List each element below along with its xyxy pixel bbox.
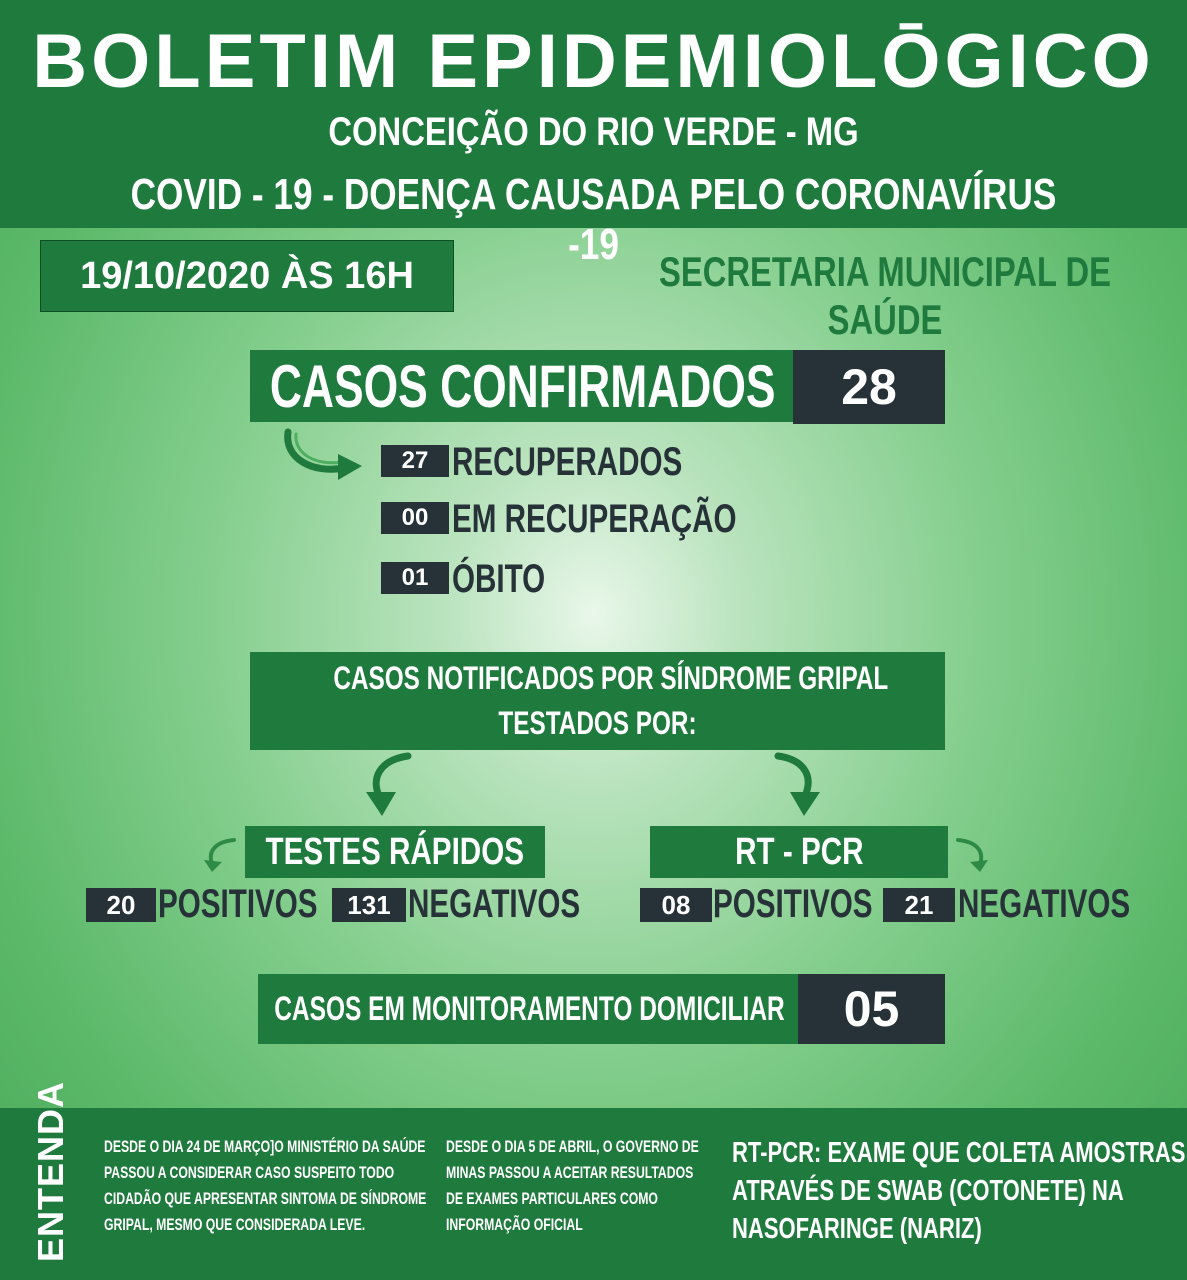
rapid-negative-value: 131 [332,888,406,922]
city-subtitle: CONCEIÇÃO DO RIO VERDE - MG [328,110,859,154]
confirmed-cases-value: 28 [793,350,945,424]
note-ministry-line: DESDE O DIA 24 DE MARÇO]O MINISTÉRIO DA SAÚDE [104,1137,426,1156]
pcr-negative-value: 21 [883,888,955,922]
rapid-positive-value: 20 [86,888,156,922]
note-rt-pcr [732,1134,1185,1248]
recovered-label: RECUPERADOS [452,440,683,484]
home-monitoring-label [258,974,801,1044]
notified-cases-box [250,652,945,750]
confirmed-cases-label-text: CASOS CONFIRMADOS [269,352,776,420]
small-arrow-left-icon [200,836,240,876]
note-minas-government [446,1134,699,1238]
recovering-value: 00 [381,502,449,534]
entenda-label: ENTENDA [30,1080,71,1262]
date-badge: 19/10/2020 ÀS 16H [40,240,454,312]
recovered-value: 27 [381,445,449,477]
rapid-tests-label [245,826,545,878]
note-rt-pcr-line: RT-PCR: EXAME QUE COLETA AMOSTRAS [732,1137,1186,1169]
note-minas-line: DE EXAMES PARTICULARES COMO [446,1189,658,1208]
pcr-positive-value: 08 [640,888,712,922]
deaths-value: 01 [381,562,449,594]
header-banner [0,0,1187,269]
curved-arrow-down-left-icon [356,752,416,822]
bulletin-title: BOLETIM EPIDEMIOLŌGICO [32,19,1155,104]
note-minas-line: DESDE O DIA 5 DE ABRIL, O GOVERNO DE [446,1137,699,1156]
curved-arrow-right-icon [282,428,372,492]
pcr-negative-label: NEGATIVOS [958,882,1131,926]
rt-pcr-label [650,826,948,878]
small-arrow-right-icon [952,836,992,876]
disease-subtitle: COVID - 19 - DOENÇA CAUSADA PELO CORONAVÍRUS -19 [130,170,1057,269]
confirmed-cases-label [250,350,795,422]
rapid-positive-label: POSITIVOS [158,882,318,926]
note-ministry-line: PASSOU A CONSIDERAR CASO SUSPEITO TODO [104,1163,395,1182]
rt-pcr-label-text: RT - PCR [734,830,864,873]
notified-line-1: CASOS NOTIFICADOS POR SÍNDROME GRIPAL [333,660,889,696]
recovering-label: EM RECUPERAÇÃO [452,497,737,541]
note-minas-line: INFORMAÇÃO OFICIAL [446,1215,583,1234]
notified-line-2: TESTADOS POR: [498,705,697,741]
note-ministry-line: CIDADÃO QUE APRESENTAR SINTOMA DE SÍNDROME [104,1189,427,1208]
note-ministry-line: GRIPAL, MESMO QUE CONSIDERADA LEVE. [104,1215,366,1234]
note-minas-line: MINAS PASSOU A ACEITAR RESULTADOS [446,1163,694,1182]
note-rt-pcr-line: NASOFARINGE (NARIZ) [732,1213,982,1245]
secretaria-label: SECRETARIA MUNICIPAL DE SAÚDE [659,248,1111,343]
rapid-negative-label: NEGATIVOS [408,882,581,926]
rapid-tests-label-text: TESTES RÁPIDOS [265,830,525,873]
home-monitoring-value: 05 [798,974,945,1044]
curved-arrow-down-right-icon [770,752,830,822]
deaths-label: ÓBITO [452,557,546,601]
note-rt-pcr-line: ATRAVÉS DE SWAB (COTONETE) NA [732,1175,1124,1207]
pcr-positive-label: POSITIVOS [713,882,873,926]
home-monitoring-label-text: CASOS EM MONITORAMENTO DOMICILIAR [274,989,785,1028]
note-ministry [104,1134,426,1238]
